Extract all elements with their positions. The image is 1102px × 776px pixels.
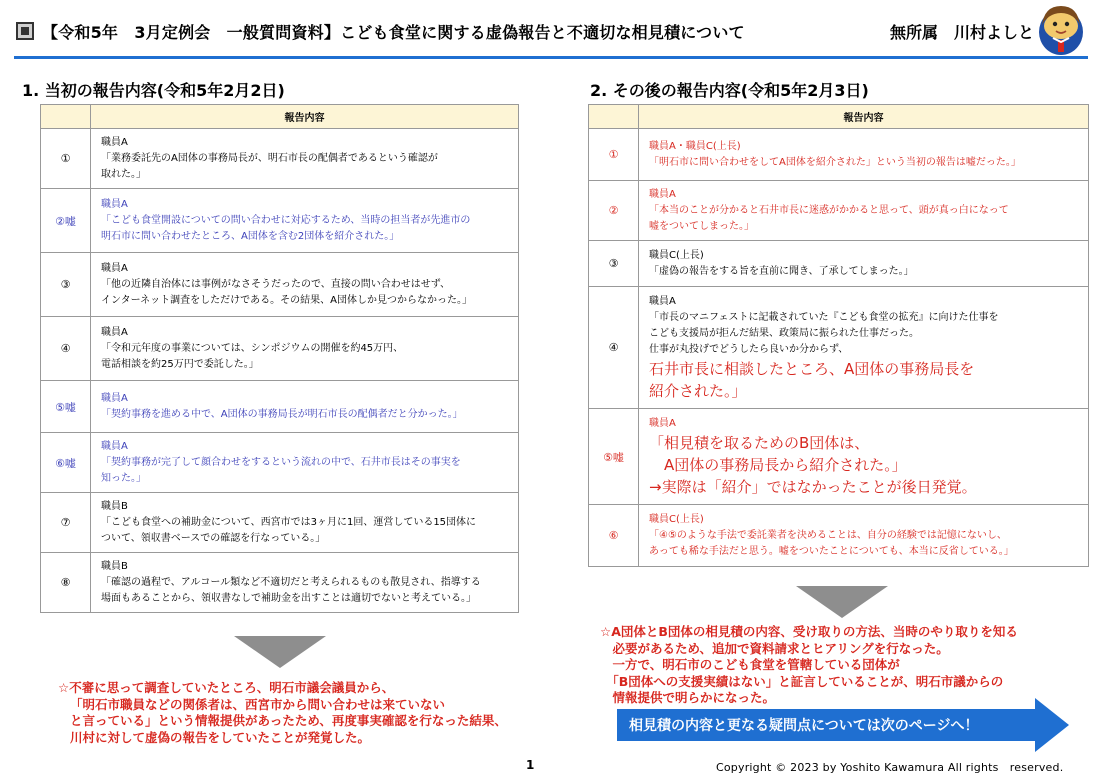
note-line: 川村に対して虚偽の報告をしていたことが発覚した。 (70, 729, 371, 745)
statement-line: インターネット調査をしただけである。その結果、A団体しか見つからなかった。」 (101, 294, 472, 306)
speaker-label: 職員A (101, 136, 128, 148)
table-header-number-cell (41, 105, 91, 129)
table-row (41, 129, 519, 189)
row-number-cell: ③ (589, 241, 639, 287)
speaker-label: 職員B (101, 560, 128, 572)
row-content-cell (639, 181, 1089, 241)
page-header (0, 0, 1102, 62)
row-content-cell (91, 433, 519, 493)
statement-line: 場面もあることから、領収書なしで補助金を出すことは適切でないと考えている。」 (101, 592, 476, 604)
table-header-cell: 報告内容 (639, 105, 1089, 129)
statement-line: あっても稀な手法だと思う。嘘をついたことについても、本当に反省している。」 (649, 545, 1014, 557)
statement-line: 「虚偽の報告をする旨を直前に聞き、了承してしまった。」 (649, 265, 914, 277)
statement-line: 知った。」 (101, 472, 146, 484)
row-content-cell (91, 129, 519, 189)
statement-line: ついて、領収書ベースでの確認を行なっている。」 (101, 532, 326, 544)
right-section-title: 2. その後の報告内容(令和5年2月3日) (590, 81, 869, 100)
statement-line: 「市長のマニフェストに記載されていた『こども食堂の拡充』に向けた仕事を (649, 311, 999, 323)
row-content-cell (91, 189, 519, 253)
down-arrow-icon (796, 586, 888, 618)
page-title: 【令和5年 3月定例会 一般質問資料】こども食堂に関する虚偽報告と不適切な相見積について (42, 23, 745, 42)
speaker-label: 職員A (101, 392, 128, 404)
note-line: と言っている」という情報提供があったため、再度事実確認を行なった結果、 (70, 713, 507, 728)
square-bullet-icon (16, 22, 34, 40)
statement-line: 嘘をついてしまった。」 (649, 220, 754, 232)
speaker-label: 職員A (649, 295, 676, 307)
note-line: 「明石市職員などの関係者は、西宮市から問い合わせは来ていない (70, 696, 446, 712)
table-row (589, 505, 1089, 567)
row-number-cell: ⑦ (41, 493, 91, 553)
statement-line: 「明石市に問い合わせをしてA団体を紹介された」という当初の報告は嘘だった。」 (649, 156, 1021, 168)
row-content-cell (639, 129, 1089, 181)
statement-line: 「契約事務が完了して顔合わせをするという流れの中で、石井市長はその事実を (101, 456, 461, 468)
emphasized-statement-line: 「相見積を取るためのB団体は、 (649, 433, 870, 452)
table-header-cell: 報告内容 (91, 105, 519, 129)
row-number-cell: ⑤嘘 (589, 409, 639, 505)
emphasized-statement-line: 石井市長に相談したところ、A団体の事務局長を (649, 359, 975, 378)
statement-line: 「他の近隣自治体には事例がなさそうだったので、直接の問い合わせはせず、 (101, 278, 450, 290)
speaker-label: 職員C(上長) (649, 249, 704, 261)
row-number-cell: ⑥嘘 (41, 433, 91, 493)
table-row (41, 189, 519, 253)
emphasized-statement-line: A団体の事務局長から紹介された。」 (649, 455, 907, 474)
note-line: ☆不審に思って調査していたところ、明石市議会議員から、 (58, 680, 395, 695)
table-row (41, 493, 519, 553)
table-row (589, 409, 1089, 505)
row-number-cell: ④ (589, 287, 639, 409)
speaker-label: 職員B (101, 500, 128, 512)
row-content-cell (639, 241, 1089, 287)
mascot-avatar-icon (1034, 2, 1088, 56)
row-number-cell: ② (589, 181, 639, 241)
row-content-cell (639, 287, 1089, 409)
speaker-label: 職員A (101, 262, 128, 274)
row-number-cell: ③ (41, 253, 91, 317)
note-line: 情報提供で明らかになった。 (600, 690, 776, 705)
next-page-label: 相見積の内容と更なる疑問点については次のページへ！ (629, 718, 979, 734)
row-content-cell (91, 553, 519, 613)
statement-line: 「業務委託先のA団体の事務局長が、明石市長の配偶者であるという確認が (101, 152, 438, 164)
row-content-cell (91, 493, 519, 553)
author-name: 無所属 川村よしと (890, 23, 1035, 42)
note-line: 一方で、明石市のこども食堂を管轄している団体が (600, 657, 900, 672)
table-row (41, 433, 519, 493)
header-divider (14, 56, 1088, 59)
row-number-cell: ⑥ (589, 505, 639, 567)
right-report-table (588, 104, 1089, 567)
note-line: ☆A団体とB団体の相見積の内容、受け取りの方法、当時のやり取りを知る (600, 624, 1018, 639)
statement-line: こども支援局が拒んだ結果、政策局に振られた仕事だった。 (649, 327, 919, 339)
table-header-number-cell (589, 105, 639, 129)
speaker-label: 職員A (649, 188, 676, 200)
statement-line: 「本当のことが分かると石井市長に迷惑がかかると思って、頭が真っ白になって (649, 204, 1009, 216)
statement-line: 仕事が丸投げでどうしたら良いか分からず、 (649, 343, 849, 355)
row-number-cell: ④ (41, 317, 91, 381)
row-content-cell (91, 253, 519, 317)
note-line: 必要があるため、追加で資料請求とヒアリングを行なった。 (600, 640, 949, 656)
table-row (589, 241, 1089, 287)
row-content-cell (639, 409, 1089, 505)
table-header-row (589, 105, 1089, 129)
row-number-cell: ⑧ (41, 553, 91, 613)
table-row (41, 381, 519, 433)
statement-line: 「こども食堂開設についての問い合わせに対応するため、当時の担当者が先進市の (101, 214, 471, 226)
statement-line: 電話相談を約25万円で委託した。」 (101, 358, 259, 370)
down-arrow-icon (234, 636, 326, 668)
speaker-label: 職員A (101, 326, 128, 338)
statement-line: 「④⑤のような手法で委託業者を決めることは、自分の経験では記憶にないし、 (649, 529, 1007, 541)
row-content-cell (91, 381, 519, 433)
speaker-label: 職員A (101, 440, 128, 452)
note-line: 「B団体への支援実績はない」と証言していることが、明石市議からの (600, 673, 1004, 689)
speaker-label: 職員A・職員C(上長) (649, 140, 741, 152)
left-finding-note (58, 680, 507, 746)
left-report-table (40, 104, 519, 613)
emphasized-statement-line: 紹介された。」 (649, 381, 747, 400)
row-content-cell (639, 505, 1089, 567)
statement-line: 「こども食堂への補助金について、西宮市では3ヶ月に1回、運営している15団体に (101, 516, 477, 528)
table-row (41, 253, 519, 317)
row-number-cell: ⑤嘘 (41, 381, 91, 433)
table-row (589, 287, 1089, 409)
statement-line: 「確認の過程で、アルコール類など不適切だと考えられるものも散見され、指導する (101, 576, 481, 588)
table-row (589, 181, 1089, 241)
table-row (589, 129, 1089, 181)
left-section-title: 1. 当初の報告内容(令和5年2月2日) (22, 81, 285, 100)
statement-line: 取れた。」 (101, 168, 146, 180)
row-number-cell: ②嘘 (41, 189, 91, 253)
speaker-label: 職員C(上長) (649, 513, 704, 525)
speaker-label: 職員A (649, 417, 676, 429)
statement-line: 明石市に問い合わせたところ、A団体を含む2団体を紹介された。」 (101, 230, 400, 242)
row-number-cell: ① (41, 129, 91, 189)
speaker-label: 職員A (101, 198, 128, 210)
table-header-row (41, 105, 519, 129)
emphasized-statement-line: →実際は「紹介」ではなかったことが後日発覚。 (649, 477, 977, 496)
row-number-cell: ① (589, 129, 639, 181)
right-finding-note (600, 624, 1018, 707)
arrow-right-icon (1035, 698, 1069, 752)
next-page-arrow[interactable] (617, 698, 1069, 752)
page-number: 1 (526, 758, 535, 772)
statement-line: 「令和元年度の事業については、シンポジウムの開催を約45万円、 (101, 342, 404, 354)
table-row (41, 317, 519, 381)
copyright-notice: Copyright © 2023 by Yoshito Kawamura All rights reserved. (716, 761, 1064, 774)
statement-line: 「契約事務を進める中で、A団体の事務局長が明石市長の配偶者だと分かった。」 (101, 408, 463, 420)
table-row (41, 553, 519, 613)
row-content-cell (91, 317, 519, 381)
